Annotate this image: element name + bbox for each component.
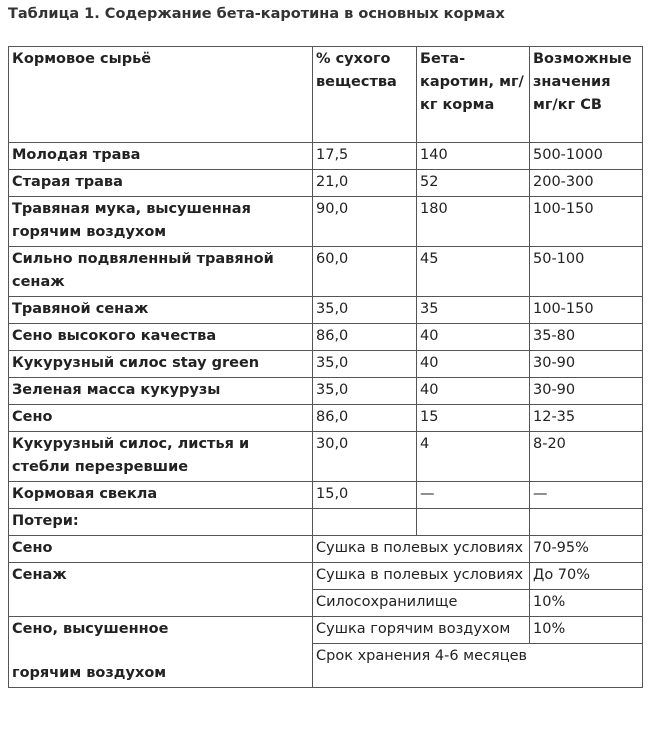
table-row: [9, 324, 643, 351]
cell-range: 100-150: [530, 297, 643, 324]
table-row: [9, 351, 643, 378]
cell-range: 50-100: [530, 247, 643, 297]
cell-name: Сильно подвяленный травяной сенаж: [9, 247, 313, 297]
cell-dry-matter: 35,0: [313, 351, 417, 378]
table-row: [9, 405, 643, 432]
cell-beta-carotene: 15: [417, 405, 530, 432]
loss-haylage-value2: 10%: [530, 590, 643, 617]
losses-label: Потери:: [9, 509, 313, 536]
cell-dry-matter: 15,0: [313, 482, 417, 509]
table-row: [9, 297, 643, 324]
loss-row-hay: [9, 536, 643, 563]
cell-range: 8-20: [530, 432, 643, 482]
cell-name: Сено высокого качества: [9, 324, 313, 351]
cell-beta-carotene: 40: [417, 351, 530, 378]
cell-dry-matter: 86,0: [313, 405, 417, 432]
loss-haylage-method1: Сушка в полевых условиях: [313, 563, 530, 590]
cell-range: 12-35: [530, 405, 643, 432]
loss-dried-hay-name-line1: Сено, высушенное: [12, 621, 169, 637]
loss-dried-hay-method2: Срок хранения 4-6 месяцев: [313, 644, 643, 688]
table-row: [9, 143, 643, 170]
cell-range: 30-90: [530, 378, 643, 405]
header-beta-carotene: Бета-каротин, мг/кг корма: [417, 47, 530, 143]
cell-beta-carotene: 40: [417, 378, 530, 405]
cell-dry-matter: 17,5: [313, 143, 417, 170]
loss-haylage-name: Сенаж: [9, 563, 313, 590]
loss-hay-method: Сушка в полевых условиях: [313, 536, 530, 563]
loss-dried-hay-method1: Сушка горячим воздухом: [313, 617, 530, 644]
cell-name: Молодая трава: [9, 143, 313, 170]
cell-dry-matter: 35,0: [313, 297, 417, 324]
cell-beta-carotene: 140: [417, 143, 530, 170]
cell-dry-matter: 30,0: [313, 432, 417, 482]
table-row: [9, 378, 643, 405]
cell-beta-carotene: 180: [417, 197, 530, 247]
table-row: [9, 170, 643, 197]
cell-dry-matter: 86,0: [313, 324, 417, 351]
cell-name: Кормовая свекла: [9, 482, 313, 509]
cell-range: —: [530, 482, 643, 509]
loss-row-dried-hay: [9, 617, 643, 644]
cell-range: 500-1000: [530, 143, 643, 170]
cell-beta-carotene: 52: [417, 170, 530, 197]
cell-beta-carotene: 4: [417, 432, 530, 482]
cell-beta-carotene: 35: [417, 297, 530, 324]
loss-dried-hay-name: [9, 617, 313, 688]
table-row: [9, 432, 643, 482]
header-range: Возможные значения мг/кг СВ: [530, 47, 643, 143]
loss-haylage-method2: Силосохранилище: [313, 590, 530, 617]
cell-name: Травяная мука, высушенная горячим воздухом: [9, 197, 313, 247]
loss-row-haylage: [9, 563, 643, 590]
cell-dry-matter: 35,0: [313, 378, 417, 405]
table-title: Таблица 1. Содержание бета-каротина в основных кормах: [8, 6, 505, 22]
loss-hay-value: 70-95%: [530, 536, 643, 563]
loss-hay-name: Сено: [9, 536, 313, 563]
cell-name: Зеленая масса кукурузы: [9, 378, 313, 405]
cell-beta-carotene: 40: [417, 324, 530, 351]
cell-dry-matter: 21,0: [313, 170, 417, 197]
loss-row-haylage-2: [9, 590, 643, 617]
loss-haylage-value1: До 70%: [530, 563, 643, 590]
cell-range: 100-150: [530, 197, 643, 247]
cell-name: Кукурузный силос stay green: [9, 351, 313, 378]
cell-name: Кукурузный силос, листья и стебли перезревшие: [9, 432, 313, 482]
cell-beta-carotene: 45: [417, 247, 530, 297]
header-row: [9, 47, 643, 143]
table-row: [9, 197, 643, 247]
cell-name: Сено: [9, 405, 313, 432]
cell-range: 30-90: [530, 351, 643, 378]
table-row: [9, 482, 643, 509]
loss-dried-hay-name-line2: горячим воздухом: [12, 665, 167, 681]
cell-name: Старая трава: [9, 170, 313, 197]
header-dry-matter: % сухого вещества: [313, 47, 417, 143]
cell-name: Травяной сенаж: [9, 297, 313, 324]
cell-dry-matter: 90,0: [313, 197, 417, 247]
beta-carotene-table: [8, 46, 643, 688]
cell-dry-matter: 60,0: [313, 247, 417, 297]
header-feed: Кормовое сырьё: [9, 47, 313, 143]
table-row: [9, 247, 643, 297]
losses-header-row: [9, 509, 643, 536]
loss-dried-hay-value1: 10%: [530, 617, 643, 644]
cell-beta-carotene: —: [417, 482, 530, 509]
cell-range: 200-300: [530, 170, 643, 197]
cell-range: 35-80: [530, 324, 643, 351]
